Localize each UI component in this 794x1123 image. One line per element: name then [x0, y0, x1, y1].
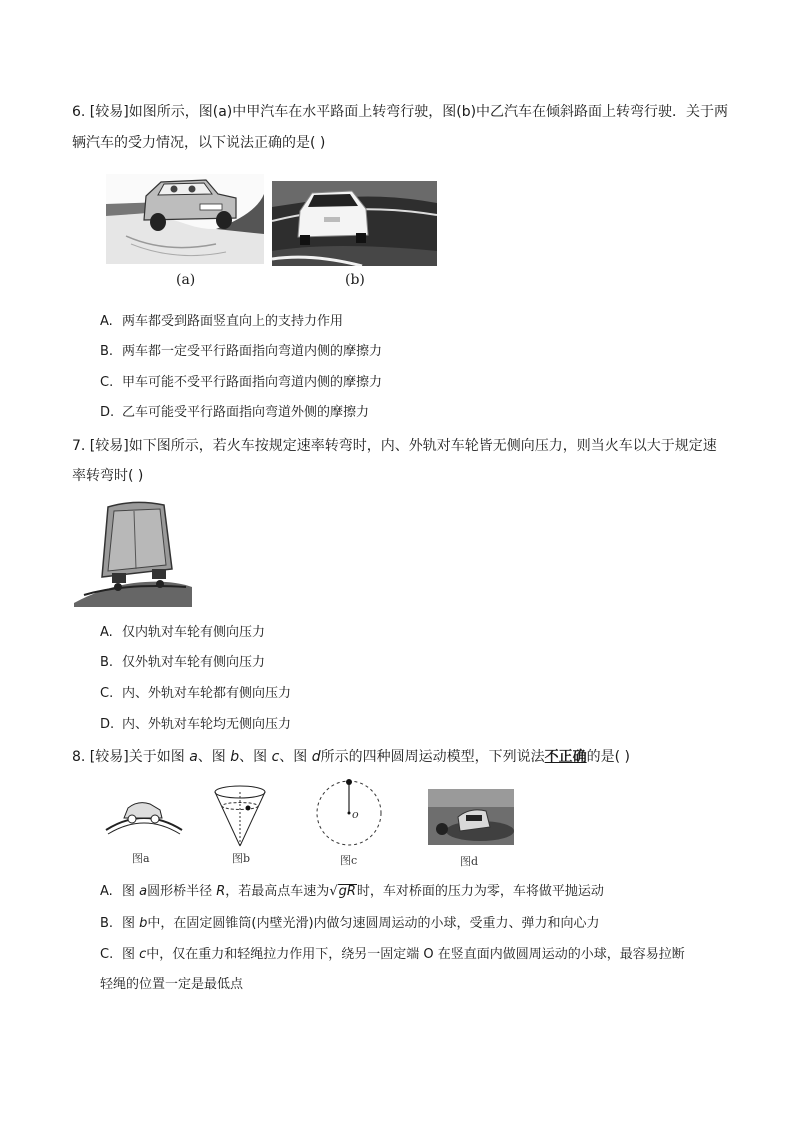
- figure-a-car-flat-road: [106, 174, 264, 264]
- q6-option-c[interactable]: C. 甲车可能不受平行路面指向弯道内侧的摩擦力: [100, 375, 383, 390]
- q8-option-c-line2: 轻绳的位置一定是最低点: [100, 977, 244, 992]
- q8-option-a[interactable]: A. 图 a圆形桥半径 R，若最高点车速为√gR时，车对桥面的压力为零，车将做平抛运动: [100, 884, 604, 899]
- figure-a-caption: (a): [176, 272, 196, 288]
- q8-emphasis: 不正确: [544, 749, 587, 765]
- figure-8d-label: 图d: [460, 855, 479, 868]
- q7-option-a[interactable]: A. 仅内轨对车轮有侧向压力: [100, 625, 266, 640]
- q7-stem-line2: 率转弯时( ): [72, 468, 144, 484]
- q8-stem: 8. [较易]关于如图 a、图 b、图 c、图 d所示的四种圆周运动模型，下列说法不正确的是( ): [72, 749, 630, 765]
- q7-option-d[interactable]: D. 内、外轨对车轮均无侧向压力: [100, 717, 292, 732]
- figure-8a-label: 图a: [132, 852, 150, 865]
- q8-option-b[interactable]: B. 图 b中，在固定圆锥筒(内壁光滑)内做匀速圆周运动的小球，受重力、弹力和向心力: [100, 916, 600, 931]
- q7-option-b[interactable]: B. 仅外轨对车轮有侧向压力: [100, 655, 266, 670]
- q6-stem-line2: 辆汽车的受力情况，以下说法正确的是( ): [72, 135, 326, 151]
- q6-option-d[interactable]: D. 乙车可能受平行路面指向弯道外侧的摩擦力: [100, 405, 370, 420]
- figure-8a-arch-bridge: [104, 790, 184, 836]
- figure-8c-label: 图c: [340, 854, 358, 867]
- q6-option-a[interactable]: A. 两车都受到路面竖直向上的支持力作用: [100, 314, 344, 329]
- figure-8d-photo: [428, 789, 514, 845]
- sqrt-symbol: √: [329, 884, 338, 899]
- figure-8c-vertical-circle: [314, 778, 384, 848]
- q7-stem-line1: 7. [较易]如下图所示，若火车按规定速率转弯时，内、外轨对车轮皆无侧向压力，则当火车以大于规定速: [72, 438, 717, 454]
- q6-stem-line1: 6. [较易]如图所示，图(a)中甲汽车在水平路面上转弯行驶，图(b)中乙汽车在倾斜路面上转弯行驶．关于两: [72, 104, 729, 120]
- figure-train-on-banked-track: [74, 499, 192, 607]
- q8-option-c[interactable]: C. 图 c中，仅在重力和轻绳拉力作用下，绕另一固定端 O 在竖直面内做圆周运动的小球，最容易拉断: [100, 947, 685, 962]
- figure-b-caption: (b): [345, 272, 365, 288]
- figure-8c-point-o: o: [352, 808, 359, 821]
- figure-b-car-banked-road: [272, 181, 437, 266]
- figure-8b-label: 图b: [232, 852, 251, 865]
- sqrt-gr: gR: [338, 884, 356, 899]
- q7-option-c[interactable]: C. 内、外轨对车轮都有侧向压力: [100, 686, 292, 701]
- figure-8b-cone: [212, 784, 268, 850]
- q6-option-b[interactable]: B. 两车都一定受平行路面指向弯道内侧的摩擦力: [100, 344, 383, 359]
